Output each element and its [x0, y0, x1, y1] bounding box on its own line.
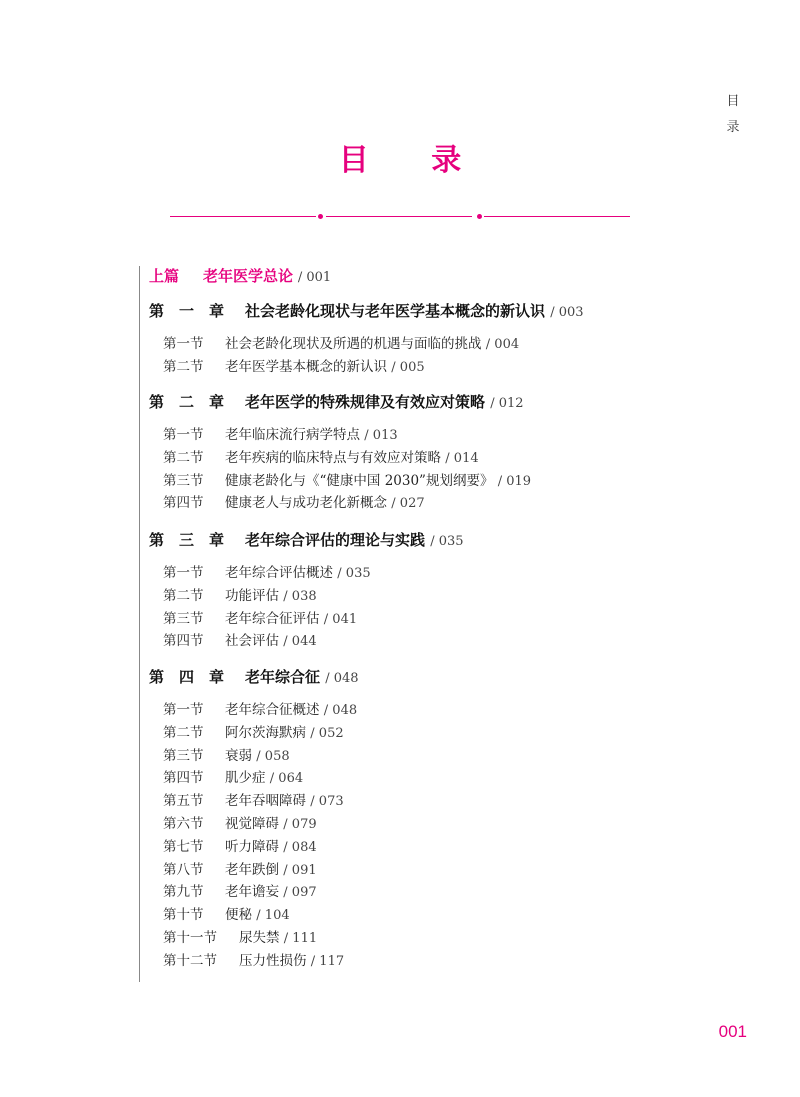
section-number: 第十节 — [163, 907, 204, 924]
section-number: 第二节 — [163, 449, 204, 466]
section-entry[interactable] — [163, 356, 425, 379]
page-number: 001 — [718, 1022, 747, 1041]
section-page: / 014 — [445, 450, 479, 466]
divider-dot-1 — [318, 214, 323, 219]
section-number: 第三节 — [163, 472, 204, 489]
part-title — [149, 267, 293, 285]
section-page: / 004 — [485, 337, 520, 352]
section-page: / 041 — [323, 611, 358, 627]
section-entry[interactable] — [163, 790, 344, 813]
section-page: / 073 — [310, 794, 344, 810]
section-entry[interactable] — [163, 767, 303, 790]
section-entry[interactable] — [163, 447, 479, 470]
running-header-char-1: 目 — [726, 94, 740, 109]
section-page: / 027 — [391, 496, 425, 512]
chapter-page: / 012 — [490, 396, 524, 411]
section-number: 第六节 — [163, 816, 204, 832]
chapter-entry[interactable] — [149, 390, 524, 416]
chapter-title: 老年综合征 — [245, 668, 321, 686]
chapter-title: 社会老龄化现状与老年医学基本概念的新认识 — [245, 302, 546, 320]
section-number: 第七节 — [163, 838, 204, 855]
section-page: / 048 — [323, 703, 358, 718]
running-header — [726, 89, 740, 141]
section-page: / 104 — [256, 908, 290, 924]
section-entry[interactable] — [163, 836, 317, 859]
section-title: 社会老龄化现状及所遇的机遇与面临的挑战 — [225, 336, 482, 352]
section-entry[interactable] — [163, 630, 317, 653]
section-title: 听力障碍 — [225, 838, 279, 855]
chapter-page: / 048 — [325, 671, 359, 686]
section-number: 第四节 — [163, 495, 204, 512]
section-page: / 038 — [283, 588, 317, 604]
chapter-entry[interactable] — [149, 528, 464, 554]
section-page: / 035 — [337, 566, 371, 581]
section-number: 第一节 — [163, 336, 204, 352]
section-number: 第四节 — [163, 633, 204, 650]
section-title: 肌少症 — [225, 770, 266, 787]
section-page: / 117 — [310, 953, 345, 969]
section-title: 便秘 — [225, 907, 252, 924]
section-page: / 052 — [310, 725, 344, 741]
section-entry[interactable] — [163, 881, 317, 904]
divider-line-3 — [484, 216, 630, 217]
section-number: 第五节 — [163, 793, 204, 810]
section-entry[interactable] — [163, 608, 357, 631]
section-title: 老年综合征评估 — [225, 610, 320, 627]
section-number: 第一节 — [163, 427, 204, 443]
toc-vertical-rule — [139, 266, 140, 982]
chapter-number: 第 二 章 — [149, 393, 225, 411]
section-title: 阿尔茨海默病 — [225, 724, 306, 741]
section-number: 第三节 — [163, 610, 204, 627]
section-title: 社会评估 — [225, 633, 279, 650]
chapter-number: 第 四 章 — [149, 668, 225, 686]
section-page: / 111 — [283, 931, 318, 946]
section-title: 老年医学基本概念的新认识 — [225, 358, 387, 375]
section-title: 功能评估 — [225, 587, 279, 604]
section-number: 第八节 — [163, 861, 204, 878]
section-entry[interactable] — [163, 859, 317, 882]
chapter-page: / 003 — [550, 305, 584, 320]
chapter-title: 老年综合评估的理论与实践 — [245, 531, 426, 549]
section-entry[interactable] — [163, 927, 317, 950]
section-title: 老年谵妄 — [225, 884, 279, 901]
section-entry[interactable] — [163, 722, 344, 745]
section-title: 健康老龄化与《“健康中国 2030”规划纲要》 — [225, 472, 494, 489]
section-title: 健康老人与成功老化新概念 — [225, 495, 387, 512]
section-page: / 084 — [283, 839, 317, 855]
section-title: 压力性损伤 — [239, 952, 307, 969]
section-page: / 097 — [283, 885, 317, 901]
section-page: / 079 — [283, 817, 317, 832]
section-page: / 019 — [497, 473, 532, 489]
chapter-title: 老年医学的特殊规律及有效应对策略 — [245, 393, 486, 411]
section-number: 第二节 — [163, 358, 204, 375]
section-entry[interactable] — [163, 699, 357, 722]
divider-line-1 — [170, 216, 316, 217]
part-label: 上篇 — [149, 267, 180, 285]
section-entry[interactable] — [163, 424, 398, 447]
section-page: / 005 — [391, 359, 425, 375]
section-number: 第十一节 — [163, 930, 217, 946]
section-entry[interactable] — [163, 585, 317, 608]
section-entry[interactable] — [163, 333, 519, 356]
section-number: 第一节 — [163, 702, 204, 718]
section-title: 视觉障碍 — [225, 816, 279, 832]
section-title: 老年跌倒 — [225, 861, 279, 878]
section-entry[interactable] — [163, 492, 425, 515]
page-title: 目 录 — [338, 143, 488, 178]
section-number: 第三节 — [163, 747, 204, 764]
section-number: 第二节 — [163, 587, 204, 604]
section-title: 老年综合征概述 — [225, 702, 320, 718]
section-title: 老年吞咽障碍 — [225, 793, 306, 810]
section-entry[interactable] — [163, 562, 371, 585]
section-entry[interactable] — [163, 470, 531, 493]
chapter-entry[interactable] — [149, 665, 359, 691]
section-entry[interactable] — [163, 950, 344, 973]
part-heading[interactable] — [149, 264, 331, 290]
section-number: 第二节 — [163, 724, 204, 741]
section-title: 衰弱 — [225, 747, 252, 764]
section-entry[interactable] — [163, 904, 290, 927]
chapter-entry[interactable] — [149, 299, 584, 325]
section-page: / 013 — [364, 428, 398, 443]
section-title: 老年综合评估概述 — [225, 565, 333, 581]
section-title: 尿失禁 — [239, 930, 280, 946]
section-number: 第一节 — [163, 565, 204, 581]
chapter-page: / 035 — [430, 534, 464, 549]
section-entry[interactable] — [163, 813, 317, 836]
section-page: / 044 — [283, 634, 317, 650]
section-number: 第九节 — [163, 884, 204, 901]
part-page: / 001 — [297, 270, 332, 285]
section-page: / 091 — [283, 862, 317, 878]
title-divider — [170, 216, 630, 217]
section-title: 老年临床流行病学特点 — [225, 427, 360, 443]
divider-dot-2 — [477, 214, 482, 219]
divider-line-2 — [326, 216, 472, 217]
section-number: 第十二节 — [163, 952, 217, 969]
chapter-number: 第 三 章 — [149, 531, 225, 549]
running-header-char-2: 录 — [726, 120, 740, 135]
section-entry[interactable] — [163, 745, 290, 768]
section-page: / 064 — [269, 771, 304, 787]
section-page: / 058 — [256, 748, 290, 764]
section-number: 第四节 — [163, 770, 204, 787]
section-title: 老年疾病的临床特点与有效应对策略 — [225, 449, 441, 466]
chapter-number: 第 一 章 — [149, 302, 225, 320]
part-name: 老年医学总论 — [203, 267, 294, 285]
